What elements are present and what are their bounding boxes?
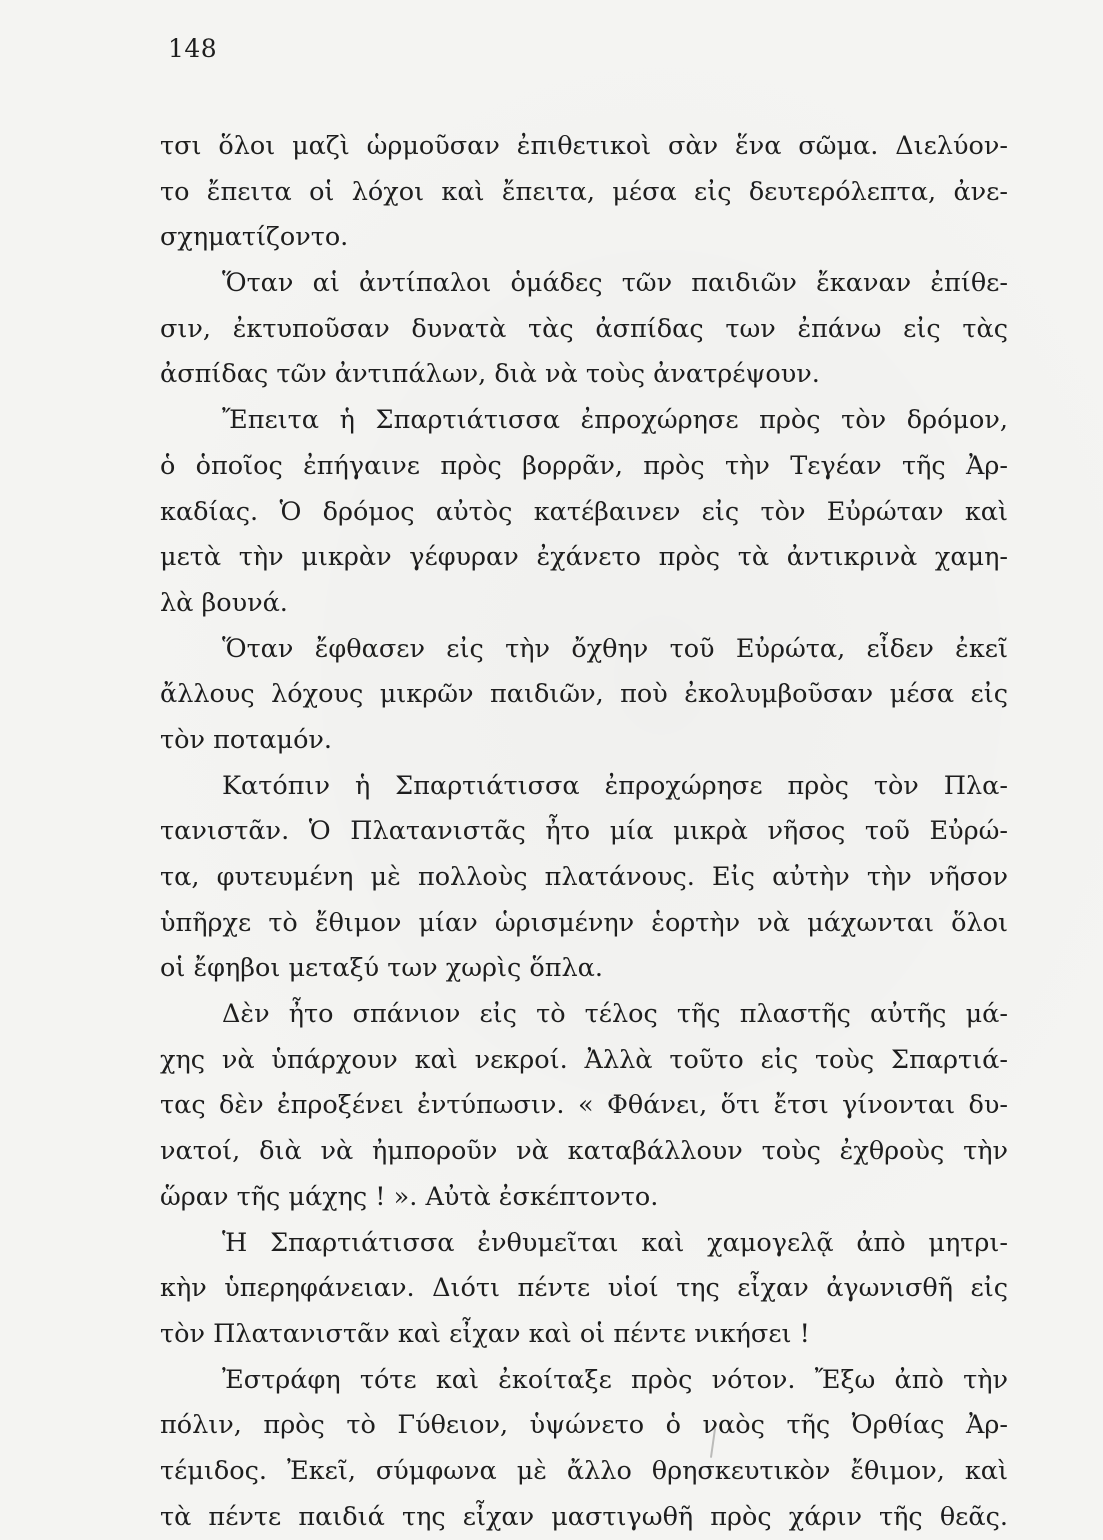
text-line: ὁ ὁποῖος ἐπήγαινε πρὸς βορρᾶν, πρὸς τὴν Τεγέαν τῆς Ἀρ-: [160, 450, 1008, 481]
text-line: τὸν ποταμόν.: [160, 724, 333, 755]
text-line: τὸν Πλατανιστᾶν καὶ εἶχαν καὶ οἱ πέντε νικήσει !: [160, 1318, 810, 1349]
text-line: Ὅταν ἔφθασεν εἰς τὴν ὄχθην τοῦ Εὐρώτα, εἶδεν ἐκεῖ: [222, 633, 1008, 664]
text-line: ὥραν τῆς μάχης ! ». Αὐτὰ ἐσκέπτοντο.: [160, 1181, 659, 1212]
text-line: Ἡ Σπαρτιάτισσα ἐνθυμεῖται καὶ χαμογελᾷ ἀπὸ μητρι-: [222, 1227, 1008, 1258]
text-line: ὑπῆρχε τὸ ἔθιμον μίαν ὡρισμένην ἑορτὴν νὰ μάχωνται ὅλοι: [160, 907, 1008, 938]
text-line: τσι ὅλοι μαζὶ ὡρμοῦσαν ἐπιθετικοὶ σὰν ἕνα σῶμα. Διελύον-: [160, 131, 1008, 161]
text-line: ἀσπίδας τῶν ἀντιπάλων, διὰ νὰ τοὺς ἀνατρέψουν.: [160, 359, 820, 390]
text-line: Ἐστράφη τότε καὶ ἐκοίταξε πρὸς νότον. Ἔξω ἀπὸ τὴν: [222, 1364, 1008, 1395]
text-line: χης νὰ ὑπάρχουν καὶ νεκροί. Ἀλλὰ τοῦτο εἰς τοὺς Σπαρτιά-: [160, 1044, 1008, 1075]
page-number: 148: [168, 34, 218, 63]
text-line: Ἔπειτα ἡ Σπαρτιάτισσα ἐπροχώρησε πρὸς τὸν δρόμον,: [222, 405, 1008, 436]
text-line: καδίας. Ὁ δρόμος αὐτὸς κατέβαινεν εἰς τὸν Εὐρώταν καὶ: [160, 496, 1008, 527]
text-line: σχηματίζοντο.: [160, 222, 349, 253]
text-line: τα, φυτευμένη μὲ πολλοὺς πλατάνους. Εἰς αὐτὴν τὴν νῆσον: [160, 862, 1008, 892]
text-line: τὰ πέντε παιδιά της εἶχαν μαστιγωθῆ πρὸς χάριν τῆς θεᾶς.: [160, 1501, 1008, 1532]
text-line: μετὰ τὴν μικρὰν γέφυραν ἐχάνετο πρὸς τὰ ἀντικρινὰ χαμη-: [160, 542, 1008, 573]
text-line: Δὲν ἦτο σπάνιον εἰς τὸ τέλος τῆς πλαστῆς αὐτῆς μά-: [222, 999, 1008, 1030]
text-line: ἄλλους λόχους μικρῶν παιδιῶν, ποὺ ἐκολυμβοῦσαν μέσα εἰς: [160, 679, 1008, 710]
text-line: κὴν ὑπερηφάνειαν. Διότι πέντε υἱοί της εἶχαν ἀγωνισθῆ εἰς: [160, 1273, 1008, 1304]
text-line: Ὅταν αἱ ἀντίπαλοι ὁμάδες τῶν παιδιῶν ἔκαναν ἐπίθε-: [222, 268, 1008, 299]
text-line: Κατόπιν ἡ Σπαρτιάτισσα ἐπροχώρησε πρὸς τὸν Πλα-: [222, 770, 1008, 801]
text-line: τανιστᾶν. Ὁ Πλατανιστᾶς ἦτο μία μικρὰ νῆσος τοῦ Εὐρώ-: [160, 816, 1008, 847]
text-line: πόλιν, πρὸς τὸ Γύθειον, ὑψώνετο ὁ ναὸς τῆς Ὀρθίας Ἀρ-: [160, 1410, 1008, 1441]
text-line: νατοί, διὰ νὰ ἠμποροῦν νὰ καταβάλλουν τοὺς ἐχθροὺς τὴν: [160, 1136, 1008, 1167]
text-line: σιν, ἐκτυποῦσαν δυνατὰ τὰς ἀσπίδας των ἐπάνω εἰς τὰς: [160, 313, 1008, 344]
text-line: το ἔπειτα οἱ λόχοι καὶ ἔπειτα, μέσα εἰς δευτερόλεπτα, ἀνε-: [160, 176, 1008, 207]
text-line: τέμιδος. Ἐκεῖ, σύμφωνα μὲ ἄλλο θρησκευτικὸν ἔθιμον, καὶ: [160, 1455, 1008, 1486]
text-line: τας δὲν ἐπροξένει ἐντύπωσιν. « Φθάνει, ὅτι ἔτσι γίνονται δυ-: [160, 1090, 1008, 1121]
body-text: [160, 124, 1008, 1540]
text-line: οἱ ἔφηβοι μεταξύ των χωρὶς ὅπλα.: [160, 953, 603, 984]
text-line: λὰ βουνά.: [160, 587, 288, 618]
